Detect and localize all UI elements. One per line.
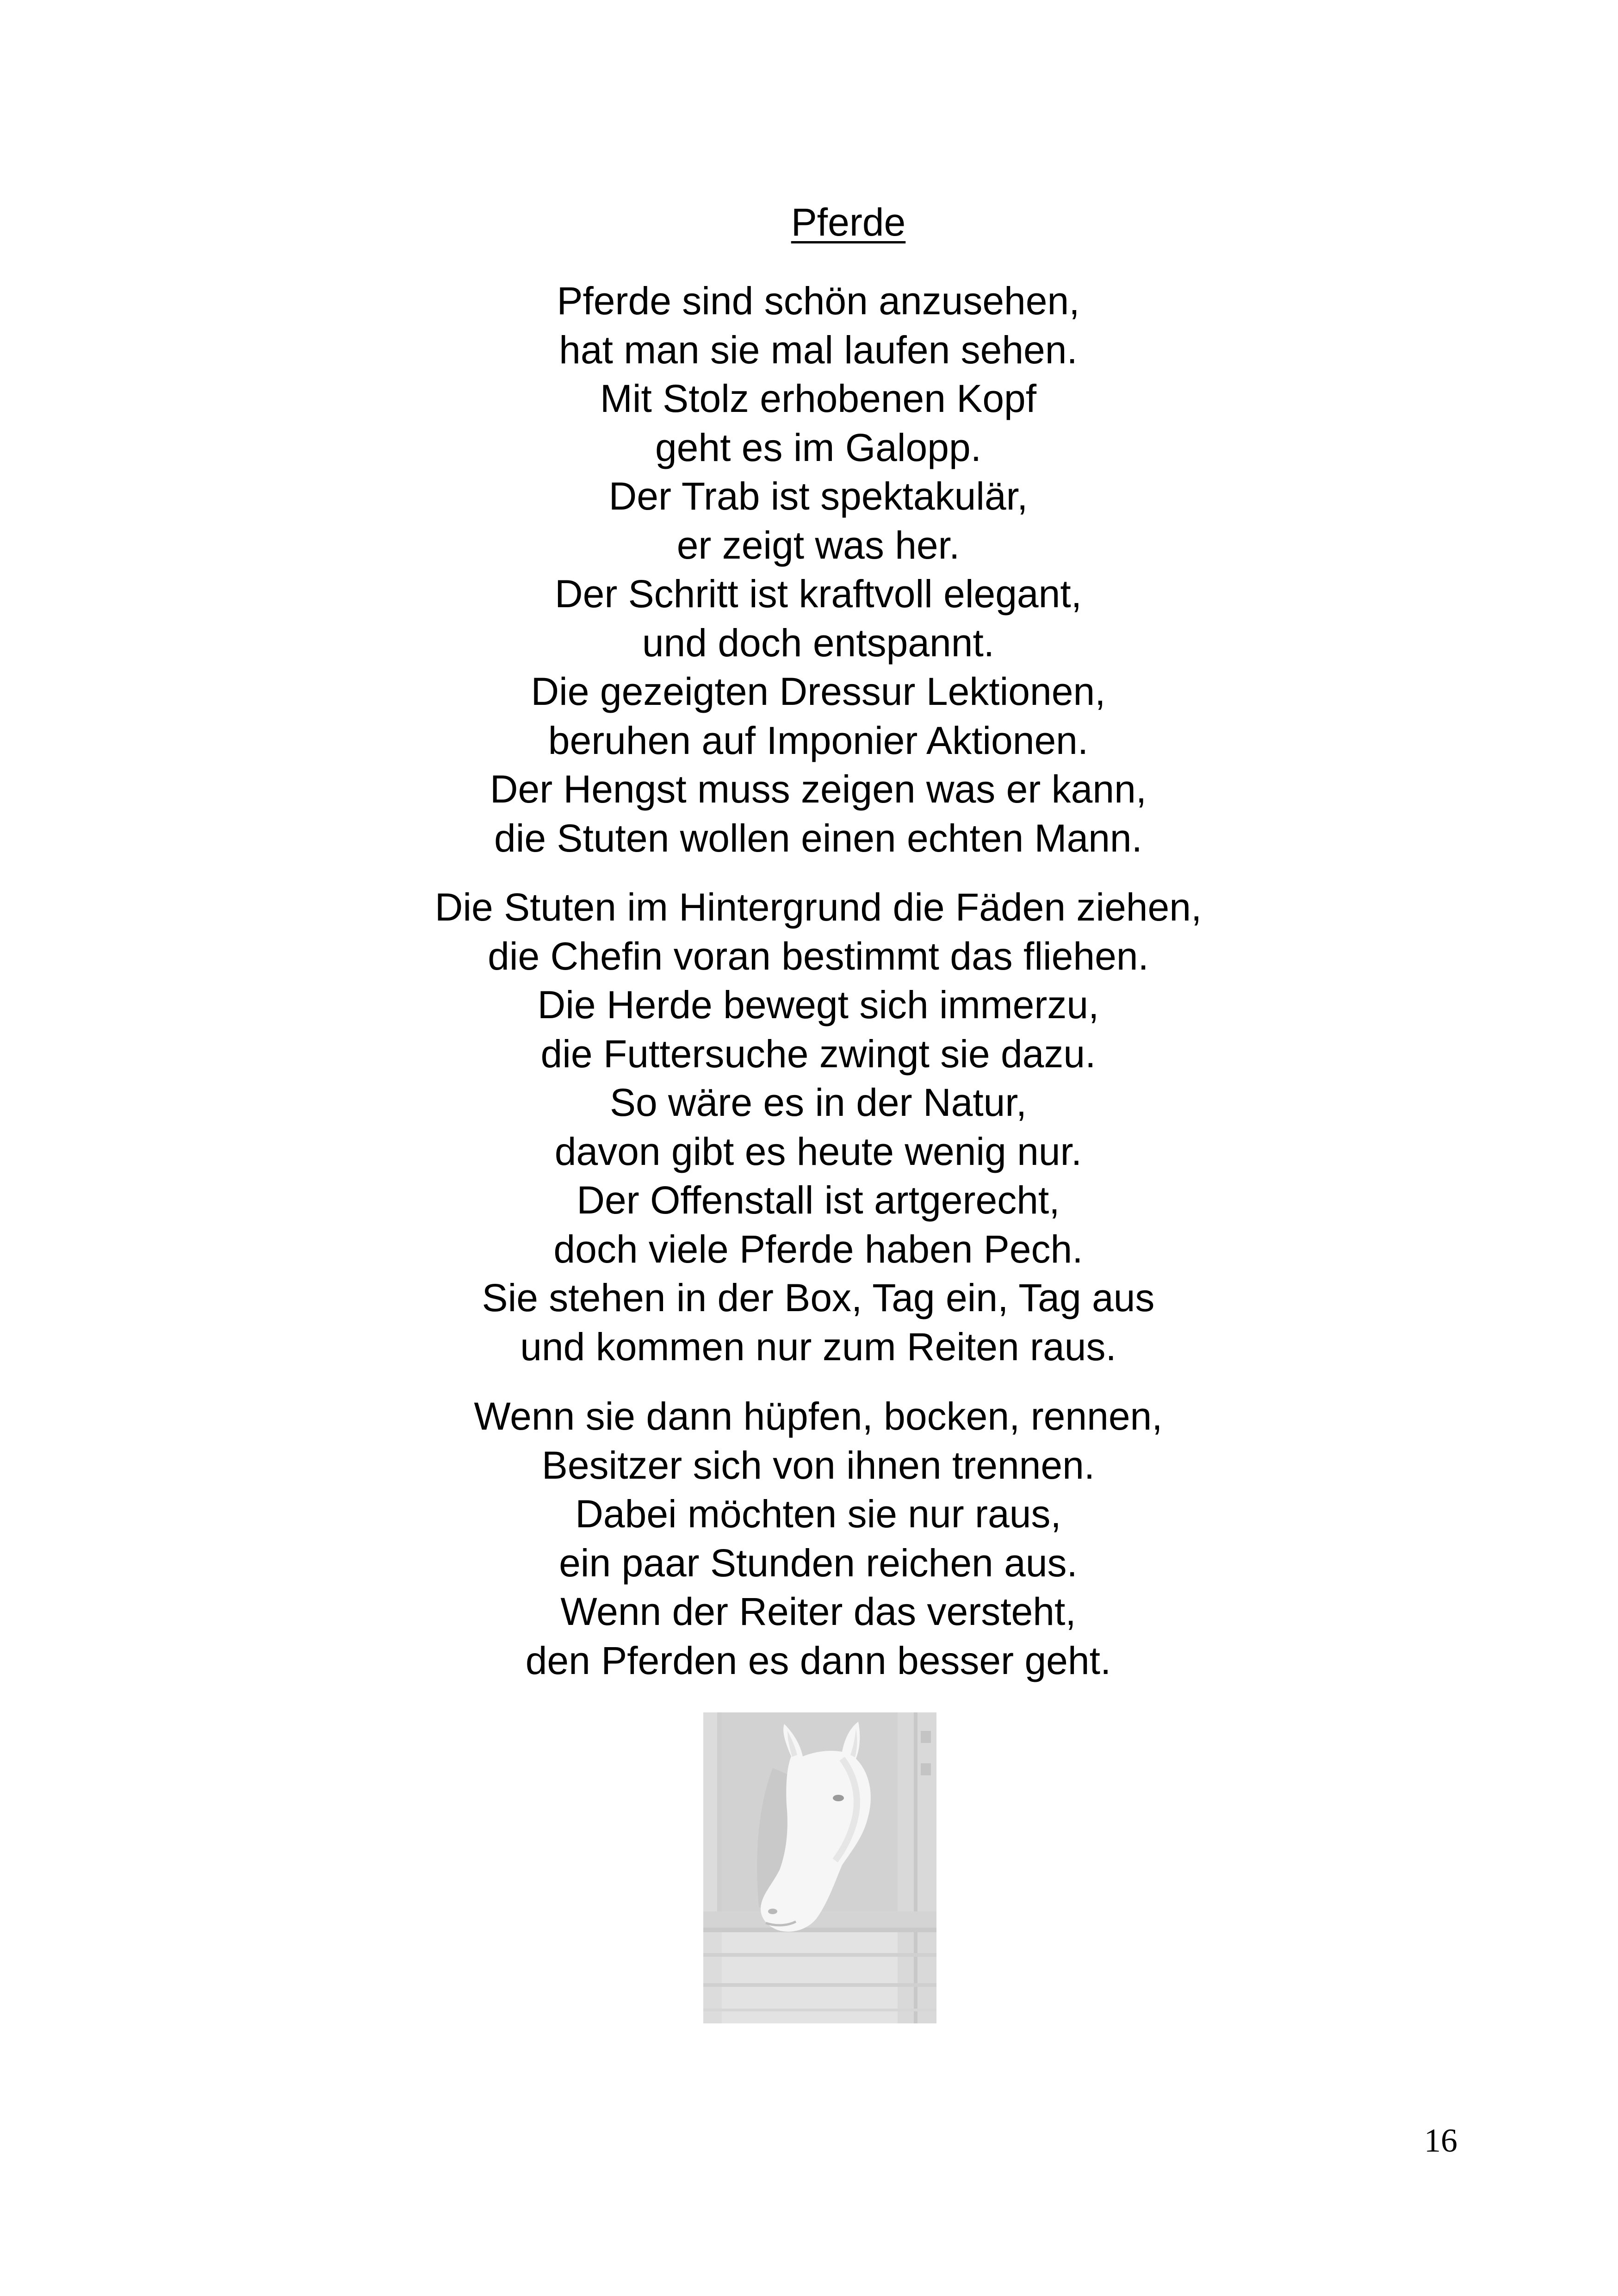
poem-line: So wäre es in der Natur, xyxy=(609,1081,1027,1124)
page-number: 16 xyxy=(1424,2122,1457,2159)
poem-line: Die gezeigten Dressur Lektionen, xyxy=(531,670,1106,713)
poem-line: doch viele Pferde haben Pech. xyxy=(553,1227,1083,1271)
poem-line: und kommen nur zum Reiten raus. xyxy=(520,1325,1116,1369)
poem-line: Die Stuten im Hintergrund die Fäden ziehen, xyxy=(434,885,1202,929)
poem-line: die Chefin voran bestimmt das fliehen. xyxy=(488,934,1149,978)
poem-line: Der Schritt ist kraftvoll elegant, xyxy=(554,572,1082,616)
horse-photo xyxy=(703,1712,936,2023)
poem-stanza-1 xyxy=(0,277,1618,863)
poem-line: Die Herde bewegt sich immerzu, xyxy=(537,983,1099,1027)
poem-line: er zeigt was her. xyxy=(676,523,960,567)
poem-line: hat man sie mal laufen sehen. xyxy=(559,328,1078,372)
horse-head-icon xyxy=(703,1712,936,2023)
poem-stanza-2 xyxy=(0,883,1618,1371)
poem-line: davon gibt es heute wenig nur. xyxy=(554,1129,1082,1173)
poem-line: den Pferden es dann besser geht. xyxy=(525,1638,1111,1682)
poem-title: Pferde xyxy=(791,200,906,244)
poem-line: Wenn der Reiter das versteht, xyxy=(560,1590,1076,1633)
poem-line: Pferde sind schön anzusehen, xyxy=(557,279,1080,323)
poem-line: die Futtersuche zwingt sie dazu. xyxy=(540,1032,1096,1076)
poem-stanza-3 xyxy=(0,1392,1618,1685)
poem-line: Mit Stolz erhobenen Kopf xyxy=(600,377,1037,420)
poem-line: Der Offenstall ist artgerecht, xyxy=(577,1178,1060,1222)
poem-line: Dabei möchten sie nur raus, xyxy=(575,1492,1061,1536)
poem-line: Der Hengst muss zeigen was er kann, xyxy=(490,767,1147,811)
poem-line: Wenn sie dann hüpfen, bocken, rennen, xyxy=(474,1394,1163,1438)
poem-line: Besitzer sich von ihnen trennen. xyxy=(541,1443,1095,1487)
poem-line: Der Trab ist spektakulär, xyxy=(608,474,1028,518)
poem-line: ein paar Stunden reichen aus. xyxy=(559,1541,1078,1585)
poem-line: die Stuten wollen einen echten Mann. xyxy=(494,816,1142,860)
poem-line: beruhen auf Imponier Aktionen. xyxy=(548,718,1089,762)
poem-line: und doch entspannt. xyxy=(642,621,995,665)
poem-line: geht es im Galopp. xyxy=(655,425,982,469)
poem-line: Sie stehen in der Box, Tag ein, Tag aus xyxy=(482,1276,1155,1319)
